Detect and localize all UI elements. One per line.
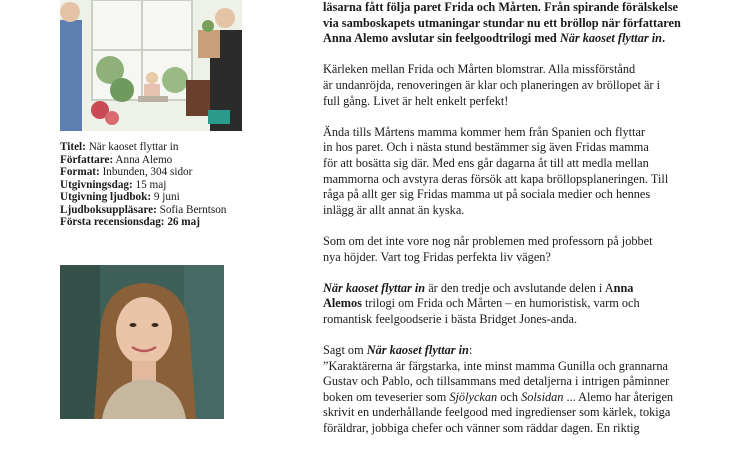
text-line: trilogi om Frida och Mårten – en humoristisk, varm och — [361, 296, 640, 311]
meta-label: Format: — [60, 166, 100, 178]
meta-label: Utgivningsdag: — [60, 178, 133, 191]
author-name-bold: Alemos — [323, 296, 362, 311]
book-cover-image — [60, 0, 242, 131]
text-line: in hos paret. Och i nästa stund bestämmer sig även Fridas mamma — [323, 140, 649, 155]
text-line: för att bosätta sig där. Med ens går dagarna åt till att medla mellan — [323, 155, 649, 170]
meta-label: Första recensionsdag: — [60, 216, 165, 228]
meta-audio-release — [60, 191, 260, 204]
paragraph-1 — [323, 62, 723, 109]
book-title-italic: När kaoset flyttar in — [323, 280, 426, 295]
meta-value: När kaoset flyttar in — [88, 141, 179, 153]
tv-series-italic: Solsidan — [521, 389, 564, 404]
text-line: mammorna och avstyra deras försök att kapa bröllopsplaneringen. Till — [323, 171, 669, 186]
press-release-text — [323, 0, 723, 452]
tv-series-italic: Sjölyckan — [449, 389, 498, 404]
meta-value: 15 maj — [135, 178, 167, 191]
text-line: råga på allt ger sig Fridas mamma ut på sociala medier och hennes — [323, 187, 651, 202]
author-name-bold: nna — [613, 280, 634, 295]
text-line: läsarna fått följa paret Frida och Mårten. Från spirande förälskelse — [323, 0, 678, 14]
meta-title — [60, 141, 260, 154]
book-title-italic: När kaoset flyttar in — [559, 31, 662, 46]
text-line: nya höjder. Vart tog Fridas perfekta liv vägen? — [323, 249, 551, 264]
meta-label: Författare: — [60, 153, 114, 166]
author-photo — [60, 265, 224, 419]
text-line: via samboskapets utmaningar stundar nu ett bröllop när författaren — [323, 15, 681, 30]
text-line: är den tredje och avslutande delen i A — [425, 280, 614, 295]
quote-heading — [323, 343, 723, 359]
meta-label: Titel: — [60, 141, 86, 153]
meta-value: Inbunden, 304 sidor — [102, 166, 193, 178]
lead-paragraph — [323, 0, 723, 47]
meta-release — [60, 179, 260, 192]
book-title-italic: När kaoset flyttar in — [366, 343, 469, 358]
text-line: . — [661, 31, 666, 46]
text-line: skrivit en underhållande feelgood med ingredienser som kärlek, tokiga — [323, 405, 671, 420]
text-line: full gång. Livet är helt enkelt perfekt! — [323, 93, 509, 108]
text-line: : — [468, 343, 473, 358]
text-line: boken om teveserier som — [323, 389, 450, 404]
meta-value: Anna Alemo — [115, 153, 173, 166]
text-line: Anna Alemo avslutar sin feelgoodtrilogi med — [323, 31, 560, 46]
paragraph-2 — [323, 125, 723, 219]
author-portrait-illustration — [60, 265, 224, 419]
text-line: ... Alemo har återigen — [563, 389, 674, 404]
book-metadata — [60, 141, 260, 229]
paragraph-4 — [323, 281, 723, 328]
text-line: inlägg är allt annat än kyska. — [323, 202, 465, 217]
meta-narrator — [60, 204, 260, 217]
text-line: Sagt om — [323, 343, 367, 358]
text-line: Kärleken mellan Frida och Mårten blomstrar. Alla missförstånd — [323, 62, 636, 77]
meta-format — [60, 166, 260, 179]
text-line: är undanröjda, renoveringen är klar och planeringen av bröllopet är i — [323, 77, 660, 92]
text-line: Gustav och Pablo, och tillsammans med detaljerna i intrigen påminner — [323, 374, 670, 389]
meta-value: Sofia Berntson — [159, 203, 227, 216]
meta-review-date — [60, 216, 260, 229]
text-line: och — [497, 389, 522, 404]
meta-author — [60, 154, 260, 167]
meta-value: 9 juni — [153, 191, 180, 203]
meta-value: 26 maj — [167, 216, 200, 228]
paragraph-3 — [323, 234, 723, 265]
text-line: Ända tills Mårtens mamma kommer hem från Spanien och flyttar — [323, 124, 646, 139]
review-quote — [323, 359, 723, 437]
text-line: föräldrar, jobbiga chefer och vänner som räddar dagen. En riktig — [323, 421, 640, 436]
meta-label: Utgivning ljudbok: — [60, 191, 152, 203]
text-line: romantisk feelgoodserie i bästa Bridget Jones-anda. — [323, 311, 578, 326]
text-line: Som om det inte vore nog når problemen med professorn på jobbet — [323, 233, 653, 248]
meta-label: Ljudboksuppläsare: — [60, 203, 157, 216]
book-cover-illustration — [60, 0, 242, 131]
text-line: ”Karaktärerna är färgstarka, inte minst mamma Gunilla och grannarna — [323, 358, 668, 373]
